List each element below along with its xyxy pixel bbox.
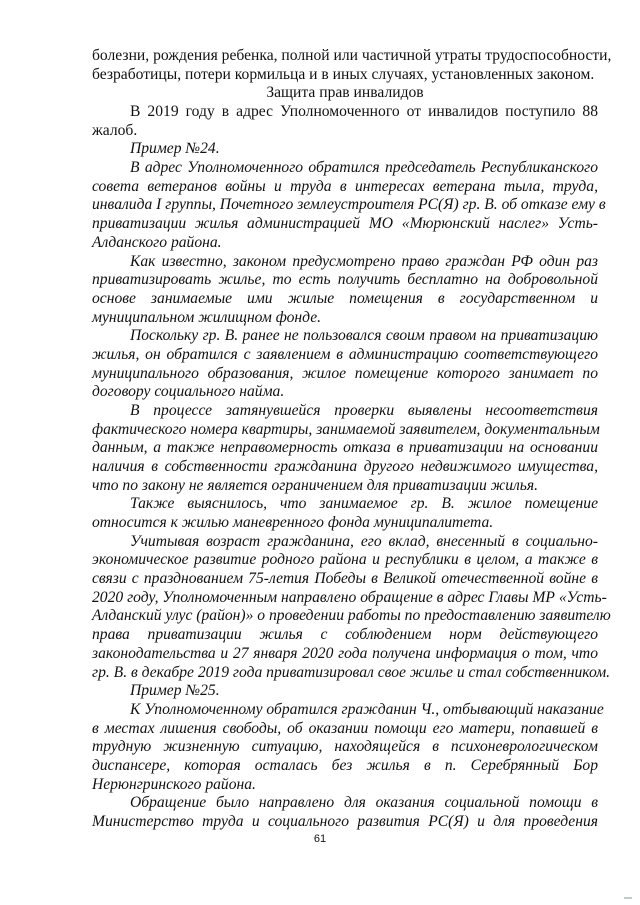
paragraph-line: диспансере, которая осталась без жилья в п. Серебрянный Бор [92,757,598,774]
page-number: 61 [313,833,327,845]
paragraph-line: экономическое развитие родного района и республики в целом, а также в [92,551,598,568]
paragraph-line: наличия в собственности гражданина другого недвижимого имущества, [92,458,598,475]
paragraph-line: законодательства и 27 января 2020 года получена информация о том, что [92,645,598,662]
paragraph-line: основе занимаемые ими жилые помещения в государственном и [92,290,598,307]
example-label: Пример №25. [130,682,220,699]
scan-mark [624,897,632,899]
paragraph-line: Нерюнгринского района. [92,776,256,793]
paragraph-line: К Уполномоченному обратился гражданин Ч., отбывающий наказание [130,701,604,718]
paragraph-line: приватизации жилья администрацией МО «Мюрюнский наслег» Усть- [92,215,598,232]
paragraph-line: Учитывая возраст гражданина, его вклад, внесенный в социально- [130,533,598,550]
paragraph-line: что по закону не является ограничением для приватизации жилья. [92,477,539,494]
paragraph-line: В процессе затянувшейся проверки выявлены несоответствия [130,402,598,419]
paragraph-line: Обращение было направлено для оказания социальной помощи в [130,794,598,811]
paragraph-line: связи с празднованием 75-летия Победы в Великой отечественной войне в [92,570,598,587]
paragraph-line: жалоб. [92,122,138,139]
paragraph-line: В адрес Уполномоченного обратился председатель Республиканского [130,159,598,176]
paragraph-line: договору социального найма. [92,383,285,400]
paragraph-line: совета ветеранов войны и труда в интересах ветерана тыла, труда, [92,178,598,195]
section-heading: Защита прав инвалидов [266,84,424,101]
intro-line: болезни, рождения ребенка, полной или частичной утраты трудоспособности, [92,47,612,64]
paragraph-line: приватизировать жилье, то есть получить бесплатно на добровольной [92,271,598,288]
paragraph-line: муниципального образования, жилое помещение которого занимает по [92,365,598,382]
intro-line: безработицы, потери кормильца и в иных случаях, установленных законом. [92,66,595,83]
paragraph-line: в местах лишения свободы, об оказании помощи его матери, попавшей в [92,720,598,737]
paragraph-line: муниципальном жилищном фонде. [92,309,322,326]
paragraph-line: 2020 году, Уполномоченным направлено обращение в адрес Главы МР «Усть- [92,589,607,606]
paragraph-line: Как известно, законом предусмотрено право граждан РФ один раз [130,253,598,270]
paragraph-line: Алданский улус (район)» о проведении работы по предоставлению заявителю [92,607,611,624]
paragraph-line: Поскольку гр. В. ранее не пользовался своим правом на приватизацию [130,327,598,344]
paragraph-line: права приватизации жилья с соблюдением норм действующего [92,626,598,643]
paragraph-line: В 2019 году в адрес Уполномоченного от инвалидов поступило 88 [130,103,598,120]
paragraph-line: Алданского района. [92,234,222,251]
paragraph-line: Министерство труда и социального развития РС(Я) и для проведения [92,813,598,830]
example-label: Пример №24. [130,140,220,157]
paragraph-line: трудную жизненную ситуацию, находящейся в психоневрологическом [92,738,598,755]
paragraph-line: данным, а также неправомерность отказа в приватизации на основании [92,439,598,456]
paragraph-line: Также выяснилось, что занимаемое гр. В. жилое помещение [130,495,598,512]
paragraph-line: жилья, он обратился с заявлением в администрацию соответствующего [92,346,598,363]
paragraph-line: фактического номера квартиры, занимаемой заявителем, документальным [92,421,600,438]
paragraph-line: инвалида I группы, Почетного землеустроителя РС(Я) гр. В. об отказе ему в [92,196,606,213]
paragraph-line: гр. В. в декабре 2019 года приватизировал свое жилье и стал собственником. [92,664,611,681]
paragraph-line: относится к жилью маневренного фонда муниципалитета. [92,514,494,531]
